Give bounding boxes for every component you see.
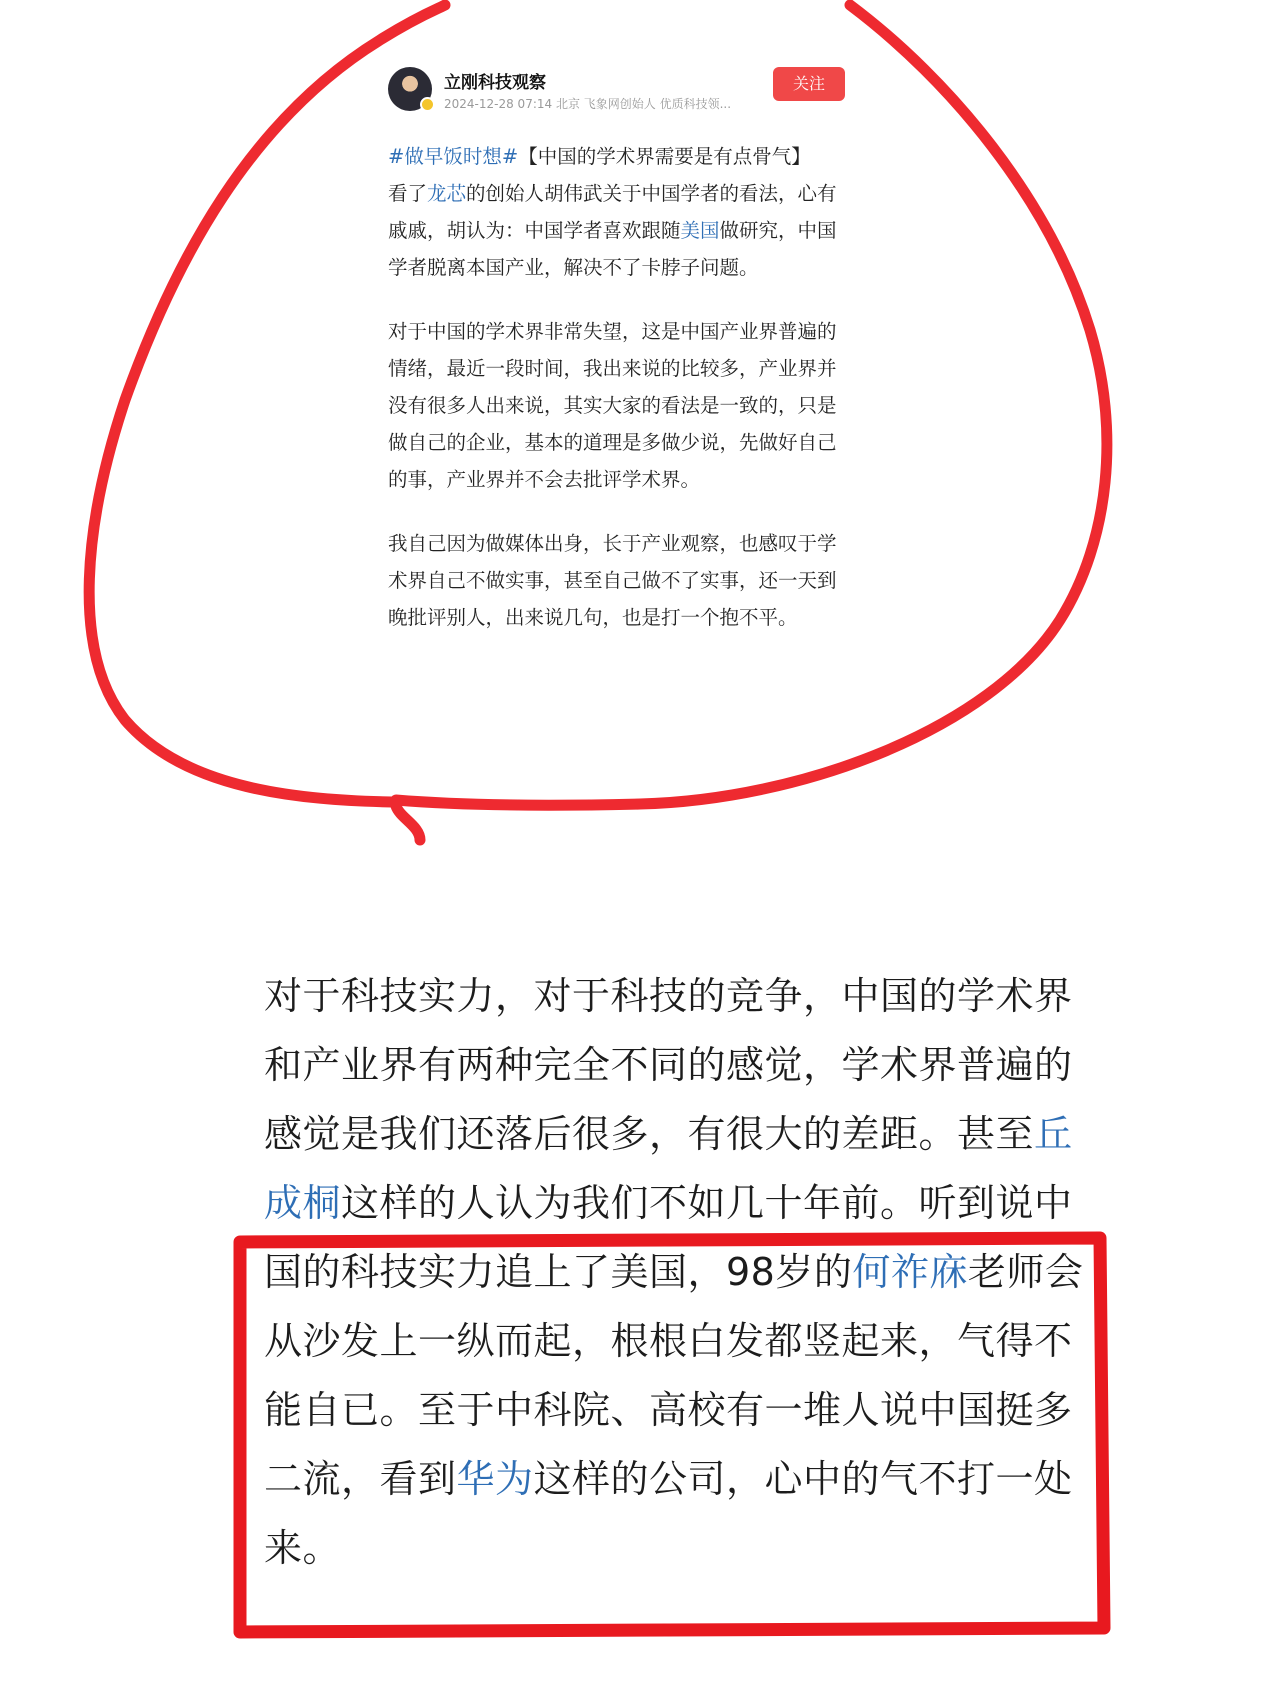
article-text: 这样的公司，心中的气不打一处来。 bbox=[264, 1457, 1073, 1570]
post-header bbox=[388, 64, 848, 116]
post-paragraph-1 bbox=[388, 138, 848, 286]
verified-badge-icon bbox=[420, 97, 435, 112]
hashtag-link[interactable]: #做早饭时想# bbox=[388, 145, 519, 168]
post-text: 的创始人胡伟武关于中国学者的看法，心有戚戚，胡认为：中国学者喜欢跟随 bbox=[388, 182, 837, 242]
post-text: 看了 bbox=[388, 182, 428, 205]
link-longxin[interactable]: 龙芯 bbox=[427, 182, 467, 205]
post-body bbox=[388, 138, 848, 636]
link-usa[interactable]: 美国 bbox=[680, 219, 720, 242]
article-text: 对于科技实力，对于科技的竞争，中国的学术界和产业界有两种完全不同的感觉，学术界普遍的感觉是我们还落后很多，有很大的差距。甚至 bbox=[264, 974, 1073, 1156]
post-title: 【中国的学术界需要是有点骨气】 bbox=[518, 145, 811, 168]
article-paragraph bbox=[264, 962, 1094, 1583]
follow-button[interactable]: 关注 bbox=[773, 67, 845, 101]
post-text: 做研究，中国学者脱离本国产业，解决不了卡脖子问题。 bbox=[388, 219, 837, 279]
weibo-post bbox=[388, 64, 848, 663]
post-meta: 2024-12-28 07:14 北京 飞象网创始人 优质科技领... bbox=[444, 97, 732, 111]
post-paragraph-3: 我自己因为做媒体出身，长于产业观察，也感叹于学术界自己不做实事，甚至自己做不了实事，还一天到晚批评别人，出来说几句，也是打一个抱不平。 bbox=[388, 532, 837, 629]
annotation-underline bbox=[396, 806, 420, 840]
author-name[interactable]: 立刚科技观察 bbox=[444, 73, 546, 93]
post-paragraph-2: 对于中国的学术界非常失望，这是中国产业界普遍的情绪，最近一段时间，我出来说的比较多，产业界并没有很多人出来说，其实大家的看法是一致的，只是做自己的企业，基本的道理是多做少说，先做好自己的事，产业界并不会去批评学术界。 bbox=[388, 320, 837, 491]
link-huawei[interactable]: 华为 bbox=[456, 1457, 534, 1501]
link-qiu-chengtong[interactable]: 丘成桐 bbox=[264, 1112, 1073, 1225]
article-excerpt bbox=[264, 962, 1094, 1583]
article-text: 老师会从沙发上一纵而起，根根白发都竖起来，气得不能自已。至于中科院、高校有一堆人说中国挺多二流，看到 bbox=[264, 1250, 1084, 1501]
article-text: 这样的人认为我们不如几十年前。听到说中国的科技实力追上了美国，98岁的 bbox=[264, 1181, 1073, 1294]
link-he-zuoxiu[interactable]: 何祚庥 bbox=[852, 1250, 968, 1294]
